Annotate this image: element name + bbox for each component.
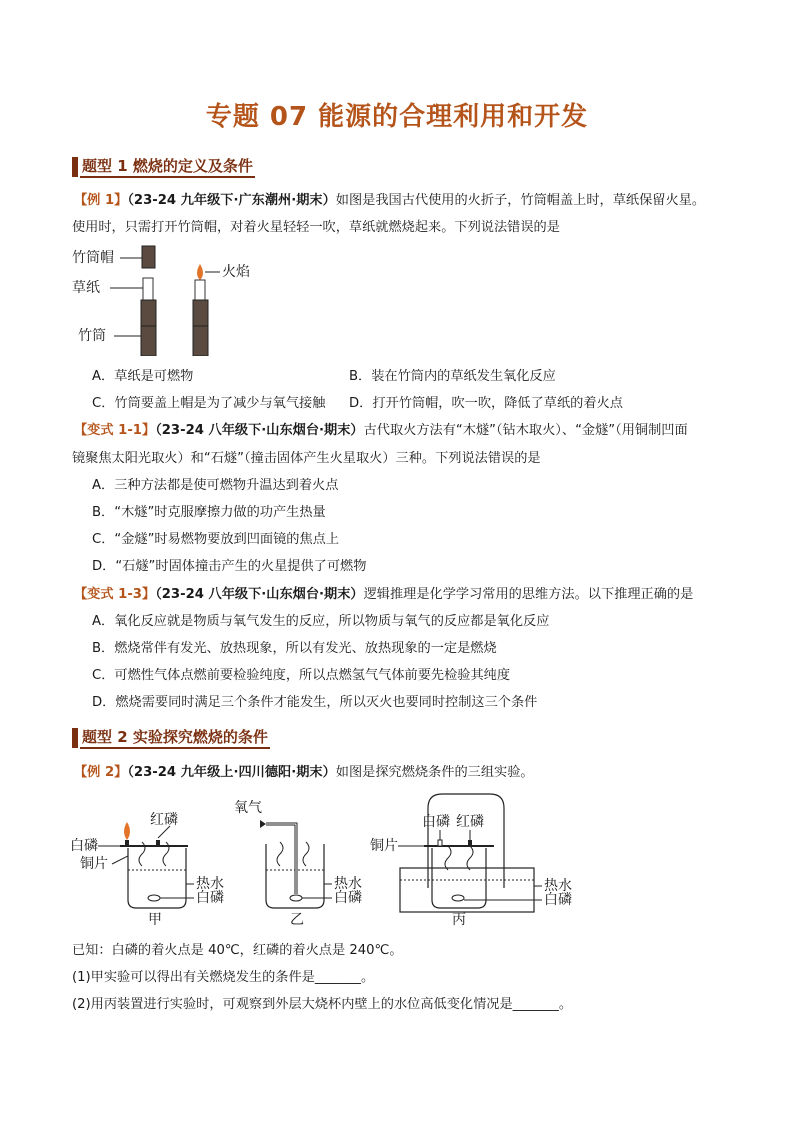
section-heading-2 bbox=[72, 727, 270, 749]
paper-shape bbox=[143, 278, 153, 302]
variant-1-1-option-d: D．“石燧”时固体撞击产生的火星提供了可燃物 bbox=[92, 559, 367, 574]
example-1-option-b: B．装在竹筒内的草纸发生氧化反应 bbox=[349, 369, 556, 384]
svg-text:红磷: 红磷 bbox=[150, 812, 178, 828]
svg-text:白磷: 白磷 bbox=[70, 838, 98, 854]
svg-text:氧气: 氧气 bbox=[234, 800, 262, 816]
variant-1-3-option-a: A．氧化反应就是物质与氧气发生的反应，所以物质与氧气的反应都是氧化反应 bbox=[92, 614, 550, 629]
fire-starter-figure bbox=[70, 244, 290, 356]
variant-1-3-option-d: D．燃烧需要同时满足三个条件才能发生，所以灭火也要同时控制这三个条件 bbox=[92, 695, 538, 710]
variant-1-3-option-c: C．可燃性气体点燃前要检验纯度，所以点燃氢气气体前要先检验其纯度 bbox=[92, 668, 511, 683]
flame-shape bbox=[197, 264, 203, 280]
fig-label-cap: 竹筒帽 bbox=[72, 250, 114, 266]
fig-label-paper: 草纸 bbox=[72, 280, 100, 296]
section-heading-2-label: 题型 2 实验探究燃烧的条件 bbox=[80, 728, 270, 749]
variant-1-1-option-b: B．“木燧”时克服摩擦力做的功产生热量 bbox=[92, 505, 326, 520]
bamboo-cap-shape bbox=[142, 246, 155, 268]
variant-1-1-line-2: 镜聚焦太阳光取火）和“石燧”（撞击固体产生火星取火）三种。下列说法错误的是 bbox=[72, 451, 541, 466]
svg-text:热水: 热水 bbox=[544, 878, 572, 894]
example-1-option-a: A．草纸是可燃物 bbox=[92, 369, 194, 384]
svg-text:铜片: 铜片 bbox=[370, 838, 398, 854]
setup-jia bbox=[70, 811, 224, 928]
svg-text:红磷: 红磷 bbox=[456, 814, 484, 830]
section-heading-1-label: 题型 1 燃烧的定义及条件 bbox=[80, 157, 255, 178]
page-title: 专题 07 能源的合理利用和开发 bbox=[205, 102, 589, 132]
example-1-option-d: D．打开竹筒帽，吹一吹，降低了草纸的着火点 bbox=[349, 396, 623, 411]
svg-text:白磷: 白磷 bbox=[422, 814, 450, 830]
example-1-line-1: 【例 1】（23-24 九年级下·广东潮州·期末）如图是我国古代使用的火折子，竹筒帽盖上时，草纸保留火星。 bbox=[74, 193, 706, 208]
example-1-line-2: 使用时，只需打开竹筒帽，对着火星轻轻一吹，草纸就燃烧起来。下列说法错误的是 bbox=[72, 220, 560, 235]
combustion-experiment-figure bbox=[70, 790, 590, 930]
svg-text:铜片: 铜片 bbox=[80, 856, 108, 872]
svg-text:白磷: 白磷 bbox=[334, 890, 362, 906]
variant-1-1-option-c: C．“金燧”时易燃物要放到凹面镜的焦点上 bbox=[92, 532, 340, 547]
setup-bing bbox=[370, 794, 572, 928]
svg-text:丙: 丙 bbox=[452, 912, 466, 928]
fig-label-tube: 竹筒 bbox=[78, 328, 106, 344]
svg-text:乙: 乙 bbox=[290, 912, 304, 928]
example-2-known: 已知：白磷的着火点是 40℃，红磷的着火点是 240℃。 bbox=[72, 943, 403, 958]
svg-text:甲: 甲 bbox=[148, 912, 162, 928]
section-heading-1 bbox=[72, 156, 255, 178]
fig-label-flame: 火焰 bbox=[222, 264, 250, 280]
example-2-question-1: (1)甲实验可以得出有关燃烧发生的条件是_______。 bbox=[72, 970, 375, 985]
example-1-option-c: C．竹筒要盖上帽是为了减少与氧气接触 bbox=[92, 396, 326, 411]
variant-1-3-option-b: B．燃烧常伴有发光、放热现象，所以有发光、放热现象的一定是燃烧 bbox=[92, 641, 497, 656]
bamboo-tube-shape bbox=[141, 300, 156, 356]
setup-yi bbox=[234, 800, 362, 928]
variant-1-3-line-1: 【变式 1-3】（23-24 八年级下·山东烟台·期末）逻辑推理是化学学习常用的思维方法。以下推理正确的是 bbox=[74, 587, 694, 602]
variant-1-1-line-1: 【变式 1-1】（23-24 八年级下·山东烟台·期末）古代取火方法有“木燧”（钻木取火）、“金燧”（用铜制凹面 bbox=[74, 423, 688, 438]
svg-text:白磷: 白磷 bbox=[544, 892, 572, 908]
svg-text:白磷: 白磷 bbox=[196, 890, 224, 906]
example-2-line-1: 【例 2】（23-24 九年级上·四川德阳·期末）如图是探究燃烧条件的三组实验。 bbox=[74, 765, 534, 780]
variant-1-1-option-a: A．三种方法都是使可燃物升温达到着火点 bbox=[92, 478, 339, 493]
svg-text:热水: 热水 bbox=[196, 876, 224, 892]
svg-text:热水: 热水 bbox=[334, 876, 362, 892]
example-2-question-2: (2)用丙装置进行实验时，可观察到外层大烧杯内壁上的水位高低变化情况是_______。 bbox=[72, 997, 573, 1012]
